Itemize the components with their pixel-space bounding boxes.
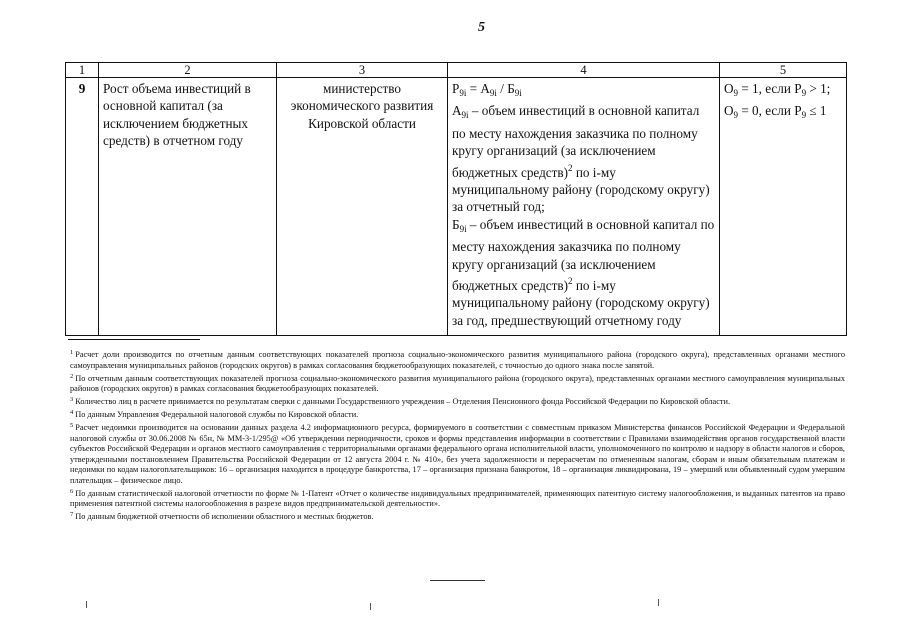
- formula-expression: $Р_{9i} = А_{9i} / Б_{9i}$: [452, 81, 522, 98]
- footnote: $^7$ По данным бюджетной отчетности об исполнении областного и местных бюджетов.: [70, 511, 374, 521]
- indicator-table: [65, 62, 847, 336]
- footnote: $^1$ Расчет доли производится по отчетным данным соответствующих показателей прогноза социально-экономического развития муниципального района (городского округа), представленных органами местного самоуправления муниципальных районов (городских округов) в рамках согласования бюджетообразующих показателей, с точностью до одного знака после запятой.: [70, 349, 845, 370]
- scan-mark: [370, 603, 371, 610]
- footnote: $^5$ Расчет недоимки производится на основании данных раздела 4.2 информационного ресурса, формируемого в соответствии с совместным приказом Министерства финансов Российской Федерации и Федеральной налоговой службы от 30.06.2008 № 65н, № ММ-3-1/295@ «Об утверждении периодичности, сроков и формы представления информации в соответствии с Правилами взаимодействия органов государственной власти субъектов Российской Федерации и органов местного самоуправления с территориальными органами федерального органа исполнительной власти, уполномоченного по контролю и надзору в области налогов и сборов, утвержденными постановлением Правительства Российской Федерации от 12 августа 2004 г. № 410», без учета задолженности и перерасчетам по отмененным налогам, сборам и иным обязательным платежам и недоимки по кодам налогоплательщиков: 16 – организация находится в процедуре банкротства, 17 – организация признана банкротом, 18 – организация ликвидирована, 19 – умерший или объявленный судом умершим плательщик – физическое лицо.: [70, 422, 845, 485]
- footnotes: [70, 348, 845, 523]
- evaluation-criteria: [720, 78, 847, 336]
- footnote: $^4$ По данным Управления Федеральной налоговой службы по Кировской области.: [70, 409, 359, 419]
- formula-a-definition: $А_{9i}$ – объем инвестиций в основной капитал по месту нахождения заказчика по полному кругу организаций (за исключением бюджетных средств)$^2$ по i-му муниципальному району (городскому округу) за отчетный год;: [452, 103, 710, 215]
- column-header: 3: [277, 63, 448, 78]
- scan-mark: [658, 599, 659, 606]
- criteria-line: $О_9 = 0$, если $Р_9 \le 1$: [724, 103, 827, 121]
- row-number: 9: [66, 78, 99, 336]
- footnote: $^3$ Количество лиц в расчете принимается по результатам сверки с данными Государственного учреждения – Отделения Пенсионного фонда Российской Федерации по Кировской области.: [70, 396, 731, 406]
- column-header: 5: [720, 63, 847, 78]
- column-header: 2: [99, 63, 277, 78]
- footnote-separator: [68, 339, 200, 340]
- page-end-rule: [430, 580, 485, 581]
- column-header: 4: [448, 63, 720, 78]
- calculation-formula: [448, 78, 720, 336]
- criteria-line: $О_9 = 1$, если $Р_9 > 1$;: [724, 81, 831, 98]
- footnote: $^6$ По данным статистической налоговой отчетности по форме № 1-Патент «Отчет о количестве индивидуальных предпринимателей, применяющих патентную систему налогообложения, и выданных патентов на право применения патентной системы налогообложения в разрезе видов предпринимательской деятельности».: [70, 487, 845, 508]
- table-header-row: [66, 63, 847, 78]
- formula-b-definition: $Б_{9i}$ – объем инвестиций в основной капитал по месту нахождения заказчика по полному кругу организаций (за исключением бюджетных средств)$^2$ по i-му муниципальному району (городскому округу) за год, предшествующий отчетному году: [452, 216, 715, 328]
- page-number: 5: [478, 20, 485, 35]
- footnote: $^2$ По отчетным данным соответствующих показателей прогноза социально-экономического развития муниципального района (городского округа), представленных органами местного самоуправления муниципальных районов (городских округов) в рамках согласования бюджетообразующих показателей.: [70, 372, 845, 393]
- column-header: 1: [66, 63, 99, 78]
- scan-mark: [86, 601, 87, 608]
- table-row: [66, 78, 847, 336]
- indicator-name: Рост объема инвестиций в основной капитал (за исключением бюджетных средств) в отчетном году: [99, 78, 277, 336]
- responsible-body: министерство экономического развития Кировской области: [277, 78, 448, 336]
